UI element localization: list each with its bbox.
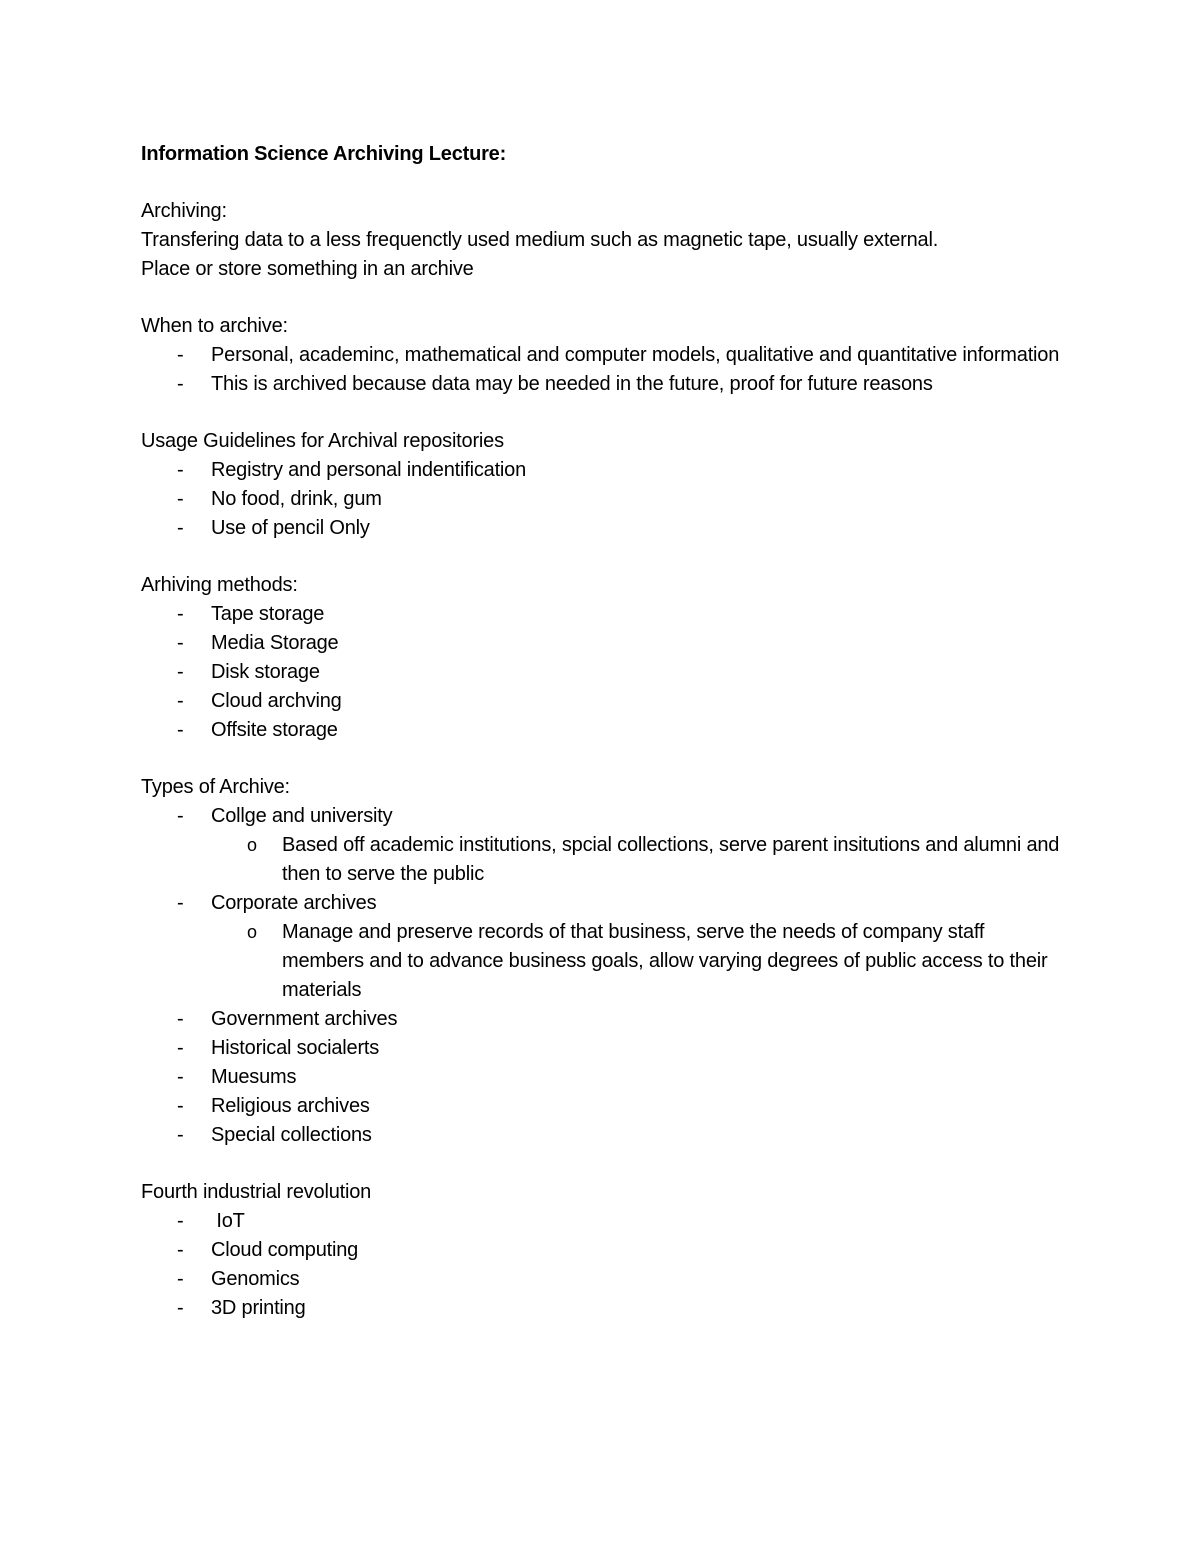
- sub-list-item-text: Manage and preserve records of that business, serve the needs of company staff members and to advance business goals, allow varying degrees of public access to their materials: [282, 921, 1048, 1001]
- dash-bullet: -: [177, 373, 184, 395]
- sub-bullet-list: [141, 831, 1061, 889]
- list-item: [141, 802, 1061, 831]
- section-heading: Archiving:: [141, 200, 227, 222]
- bullet-list: [141, 456, 1061, 543]
- bullet-list: [141, 600, 1061, 745]
- section-when-to-archive: [141, 312, 1061, 399]
- list-item-text: IoT: [211, 1210, 245, 1232]
- dash-bullet: -: [177, 603, 184, 625]
- sub-list-container: [141, 831, 1061, 889]
- list-item-text: Special collections: [211, 1124, 372, 1146]
- list-item-text: Personal, academinc, mathematical and computer models, qualitative and quantitative information: [211, 344, 1060, 366]
- document-title: Information Science Archiving Lecture:: [141, 143, 507, 165]
- dash-bullet: -: [177, 1008, 184, 1030]
- section-heading: Fourth industrial revolution: [141, 1181, 372, 1203]
- list-item-text: This is archived because data may be needed in the future, proof for future reasons: [211, 373, 933, 395]
- list-item: [141, 485, 1061, 514]
- list-item: [141, 456, 1061, 485]
- list-item: [141, 1092, 1061, 1121]
- sub-list-container: [141, 918, 1061, 1005]
- bullet-list: [141, 341, 1061, 399]
- sub-list-item-text: Based off academic institutions, spcial collections, serve parent insitutions and alumni and then to serve the public: [282, 834, 1060, 885]
- dash-bullet: -: [177, 1066, 184, 1088]
- list-item-text: Media Storage: [211, 632, 339, 654]
- paragraph-line: Transfering data to a less frequenctly used medium such as magnetic tape, usually external.: [141, 229, 939, 251]
- list-item-text: Religious archives: [211, 1095, 370, 1117]
- sub-bullet-list: [141, 918, 1061, 1005]
- dash-bullet: -: [177, 1124, 184, 1146]
- dash-bullet: -: [177, 690, 184, 712]
- list-item-text: Tape storage: [211, 603, 325, 625]
- list-item: [141, 658, 1061, 687]
- dash-bullet: -: [177, 1297, 184, 1319]
- section-heading: Types of Archive:: [141, 776, 290, 798]
- section-archiving: [141, 197, 1061, 284]
- dash-bullet: -: [177, 344, 184, 366]
- list-item-text: Cloud computing: [211, 1239, 359, 1261]
- list-item: [141, 1121, 1061, 1150]
- document-content: [141, 140, 1061, 1323]
- bullet-list: [141, 1207, 1061, 1323]
- section-archiving-methods: [141, 571, 1061, 745]
- list-item: [141, 1236, 1061, 1265]
- list-item-text: Use of pencil Only: [211, 517, 370, 539]
- list-item: [141, 629, 1061, 658]
- section-heading: Arhiving methods:: [141, 574, 298, 596]
- dash-bullet: -: [177, 1239, 184, 1261]
- list-item-text: Government archives: [211, 1008, 398, 1030]
- list-item-text: Cloud archving: [211, 690, 342, 712]
- section-types-of-archive: [141, 773, 1061, 1150]
- paragraph-line: Place or store something in an archive: [141, 258, 474, 280]
- list-item-text: No food, drink, gum: [211, 488, 382, 510]
- dash-bullet: -: [177, 661, 184, 683]
- list-item-text: Disk storage: [211, 661, 320, 683]
- section-fourth-industrial-revolution: [141, 1178, 1061, 1323]
- list-item: [141, 1063, 1061, 1092]
- dash-bullet: -: [177, 459, 184, 481]
- list-item: [141, 370, 1061, 399]
- sub-list-item: [211, 918, 1061, 1005]
- list-item: [141, 1265, 1061, 1294]
- list-item-text: Corporate archives: [211, 892, 377, 914]
- sub-list-item: [211, 831, 1061, 889]
- dash-bullet: -: [177, 1210, 184, 1232]
- dash-bullet: -: [177, 488, 184, 510]
- section-usage-guidelines: [141, 427, 1061, 543]
- list-item: [141, 514, 1061, 543]
- list-item-text: Historical socialerts: [211, 1037, 380, 1059]
- dash-bullet: -: [177, 719, 184, 741]
- dash-bullet: -: [177, 1268, 184, 1290]
- list-item-text: Registry and personal indentification: [211, 459, 527, 481]
- section-heading: When to archive:: [141, 315, 288, 337]
- list-item: [141, 341, 1061, 370]
- list-item: [141, 600, 1061, 629]
- list-item-text: Offsite storage: [211, 719, 338, 741]
- dash-bullet: -: [177, 805, 184, 827]
- list-item: [141, 1294, 1061, 1323]
- list-item-text: Genomics: [211, 1268, 300, 1290]
- circle-bullet: o: [247, 835, 257, 855]
- dash-bullet: -: [177, 1037, 184, 1059]
- dash-bullet: -: [177, 892, 184, 914]
- list-item: [141, 889, 1061, 918]
- list-item-text: 3D printing: [211, 1297, 306, 1319]
- list-item-text: Collge and university: [211, 805, 393, 827]
- section-heading: Usage Guidelines for Archival repositories: [141, 430, 504, 452]
- dash-bullet: -: [177, 1095, 184, 1117]
- circle-bullet: o: [247, 922, 257, 942]
- list-item: [141, 687, 1061, 716]
- list-item: [141, 716, 1061, 745]
- list-item-text: Muesums: [211, 1066, 297, 1088]
- list-item: [141, 1207, 1061, 1236]
- bullet-list: [141, 802, 1061, 1150]
- list-item: [141, 1034, 1061, 1063]
- dash-bullet: -: [177, 632, 184, 654]
- list-item: [141, 1005, 1061, 1034]
- dash-bullet: -: [177, 517, 184, 539]
